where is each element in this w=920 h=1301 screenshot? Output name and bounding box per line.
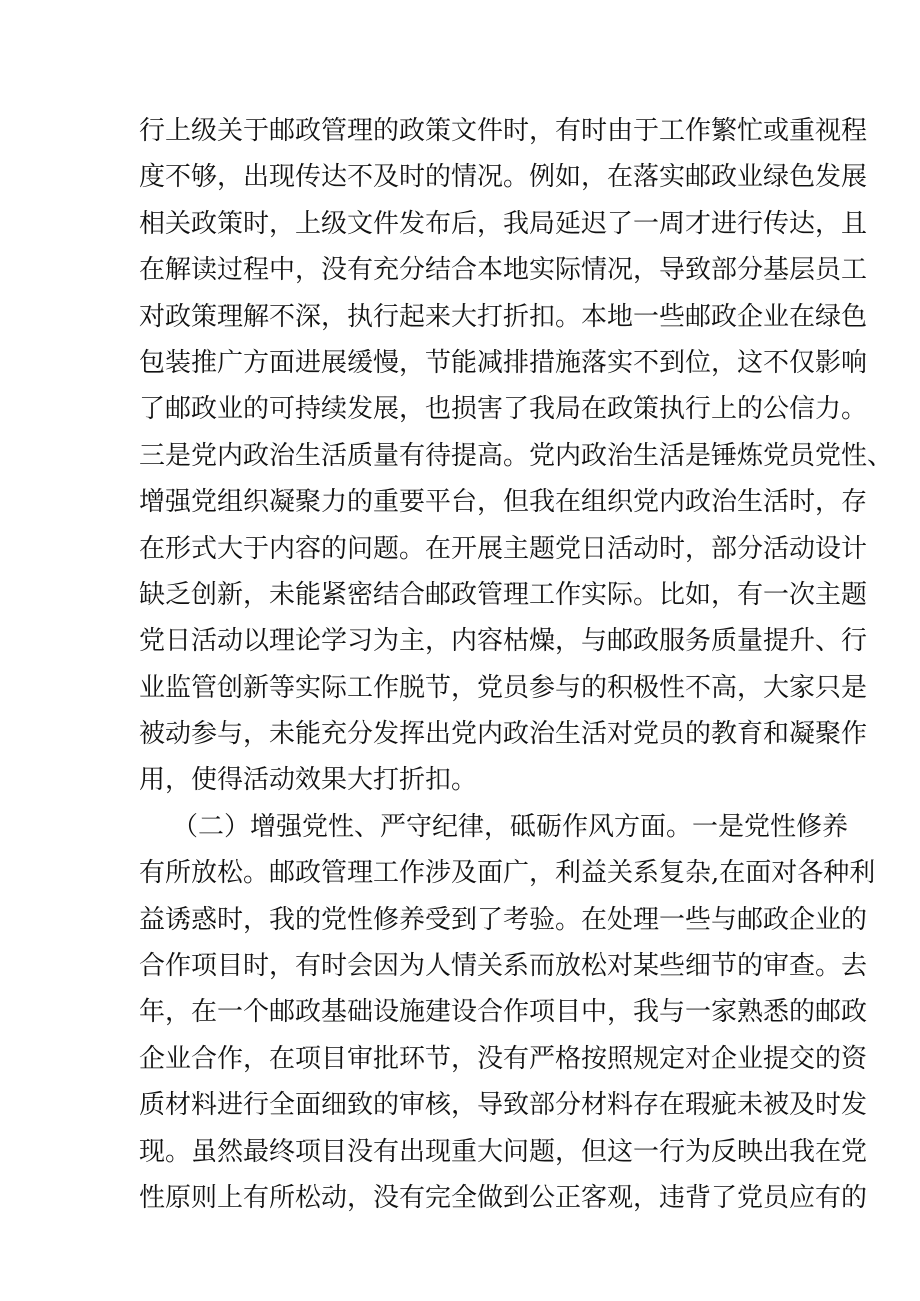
text-line: 了邮政业的可持续发展，也损害了我局在政策执行上的公信力。 [139, 394, 868, 425]
text-line: 质材料进行全面细致的审核，导致部分材料存在瑕疵未被及时发 [139, 1090, 868, 1121]
text-line: 在形式大于内容的问题。在开展主题党日活动时，部分活动设计 [139, 533, 868, 564]
text-line: 现。虽然最终项目没有出现重大问题，但这一行为反映出我在党 [139, 1136, 868, 1167]
text-line: 企业合作，在项目审批环节，没有严格按照规定对企业提交的资 [139, 1043, 868, 1074]
text-line: 性原则上有所松动，没有完全做到公正客观，违背了党员应有的 [139, 1182, 868, 1213]
text-line: 有所放松。邮政管理工作涉及面广，利益关系复杂,在面对各种利 [139, 858, 876, 889]
text-line: 在解读过程中，没有充分结合本地实际情况，导致部分基层员工 [139, 255, 868, 286]
text-line: 被动参与，未能充分发挥出党内政治生活对党员的教育和凝聚作 [139, 719, 868, 750]
text-line: 缺乏创新，未能紧密结合邮政管理工作实际。比如，有一次主题 [139, 579, 868, 610]
text-line: 相关政策时，上级文件发布后，我局延迟了一周才进行传达，且 [139, 208, 868, 239]
text-line: 合作项目时，有时会因为人情关系而放松对某些细节的审查。去 [139, 951, 868, 982]
text-line: 业监管创新等实际工作脱节，党员参与的积极性不高，大家只是 [139, 672, 868, 703]
text-line: 对政策理解不深，执行起来大打折扣。本地一些邮政企业在绿色 [139, 301, 868, 332]
text-line: 用，使得活动效果大打折扣。 [139, 765, 478, 796]
text-line: 包装推广方面进展缓慢，节能减排措施落实不到位，这不仅影响 [139, 347, 868, 378]
document-body [139, 108, 894, 1221]
section-heading-line: （二）增强党性、严守纪律，砥砺作风方面。一是党性修养 [172, 811, 849, 842]
text-line: 增强党组织凝聚力的重要平台，但我在组织党内政治生活时，存 [139, 487, 868, 518]
text-line: 年，在一个邮政基础设施建设合作项目中，我与一家熟悉的邮政 [139, 997, 868, 1028]
text-line: 度不够，出现传达不及时的情况。例如，在落实邮政业绿色发展 [139, 162, 868, 193]
text-line: 行上级关于邮政管理的政策文件时，有时由于工作繁忙或重视程 [139, 116, 868, 146]
text-line: 三是党内政治生活质量有待提高。党内政治生活是锤炼党员党性、 [139, 440, 894, 471]
text-line: 党日活动以理论学习为主，内容枯燥，与邮政服务质量提升、行 [139, 626, 868, 657]
text-line: 益诱惑时，我的党性修养受到了考验。在处理一些与邮政企业的 [139, 904, 868, 935]
